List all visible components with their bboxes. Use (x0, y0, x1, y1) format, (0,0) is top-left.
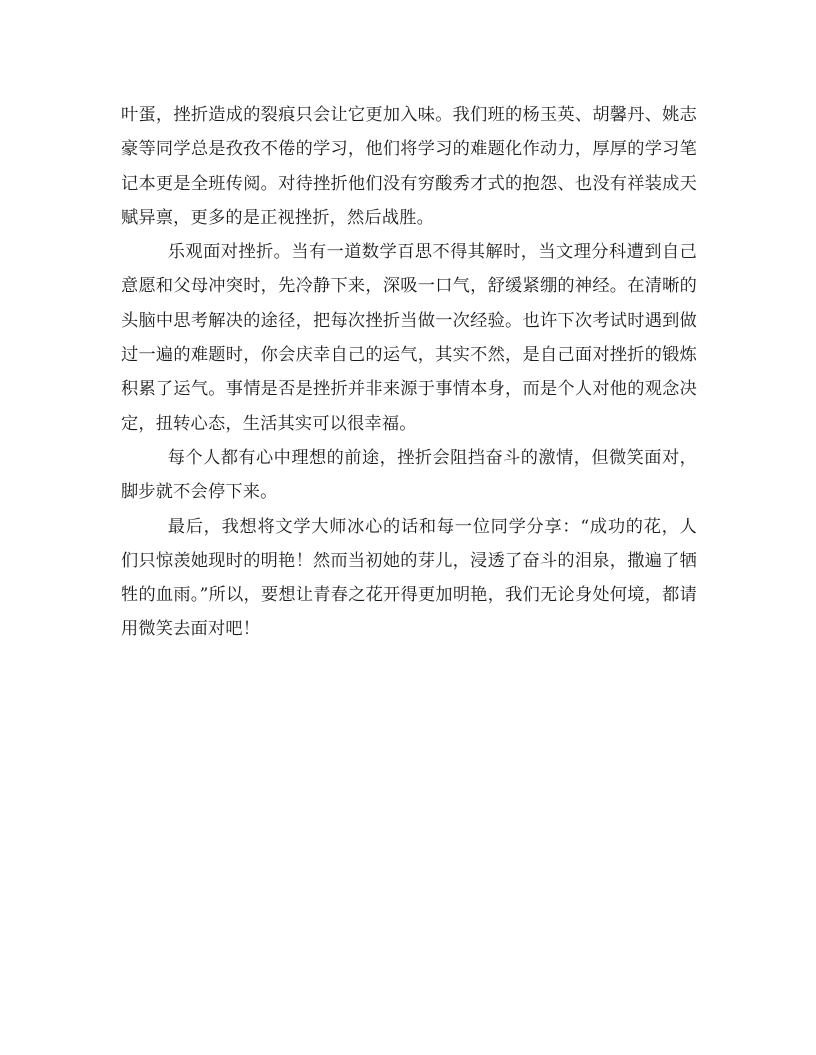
paragraph-continuation: 叶蛋，挫折造成的裂痕只会让它更加入味。我们班的杨玉英、胡馨丹、姚志豪等同学总是孜孜不倦的学习，他们将学习的难题化作动力，厚厚的学习笔记本更是全班传阅。对待挫折他们没有穷酸秀才式的抱怨、也没有祥装成天赋异禀，更多的是正视挫折，然后战胜。 (121, 105, 697, 228)
document-body (121, 98, 697, 647)
paragraph-ideals: 每个人都有心中理想的前途，挫折会阻挡奋斗的激情，但微笑面对，脚步就不会停下来。 (121, 447, 697, 503)
paragraph-optimism: 乐观面对挫折。当有一道数学百思不得其解时，当文理分科遭到自己意愿和父母冲突时，先冷静下来，深吸一口气，舒缓紧绷的神经。在清晰的头脑中思考解决的途径，把每次挫折当做一次经验。也许下次考试时遇到做过一遍的难题时，你会庆幸自己的运气，其实不然，是自己面对挫折的锻炼积累了运气。事情是否是挫折并非来源于事情本身，而是个人对他的观念决定，扭转心态，生活其实可以很幸福。 (121, 242, 697, 434)
paragraph-conclusion: 最后，我想将文学大师冰心的话和每一位同学分享：“成功的花，人们只惊羡她现时的明艳！然而当初她的芽儿，浸透了奋斗的泪泉，撒遍了牺牲的血雨。”所以，要想让青春之花开得更加明艳，我们无论身处何境，都请用微笑去面对吧！ (121, 516, 697, 640)
